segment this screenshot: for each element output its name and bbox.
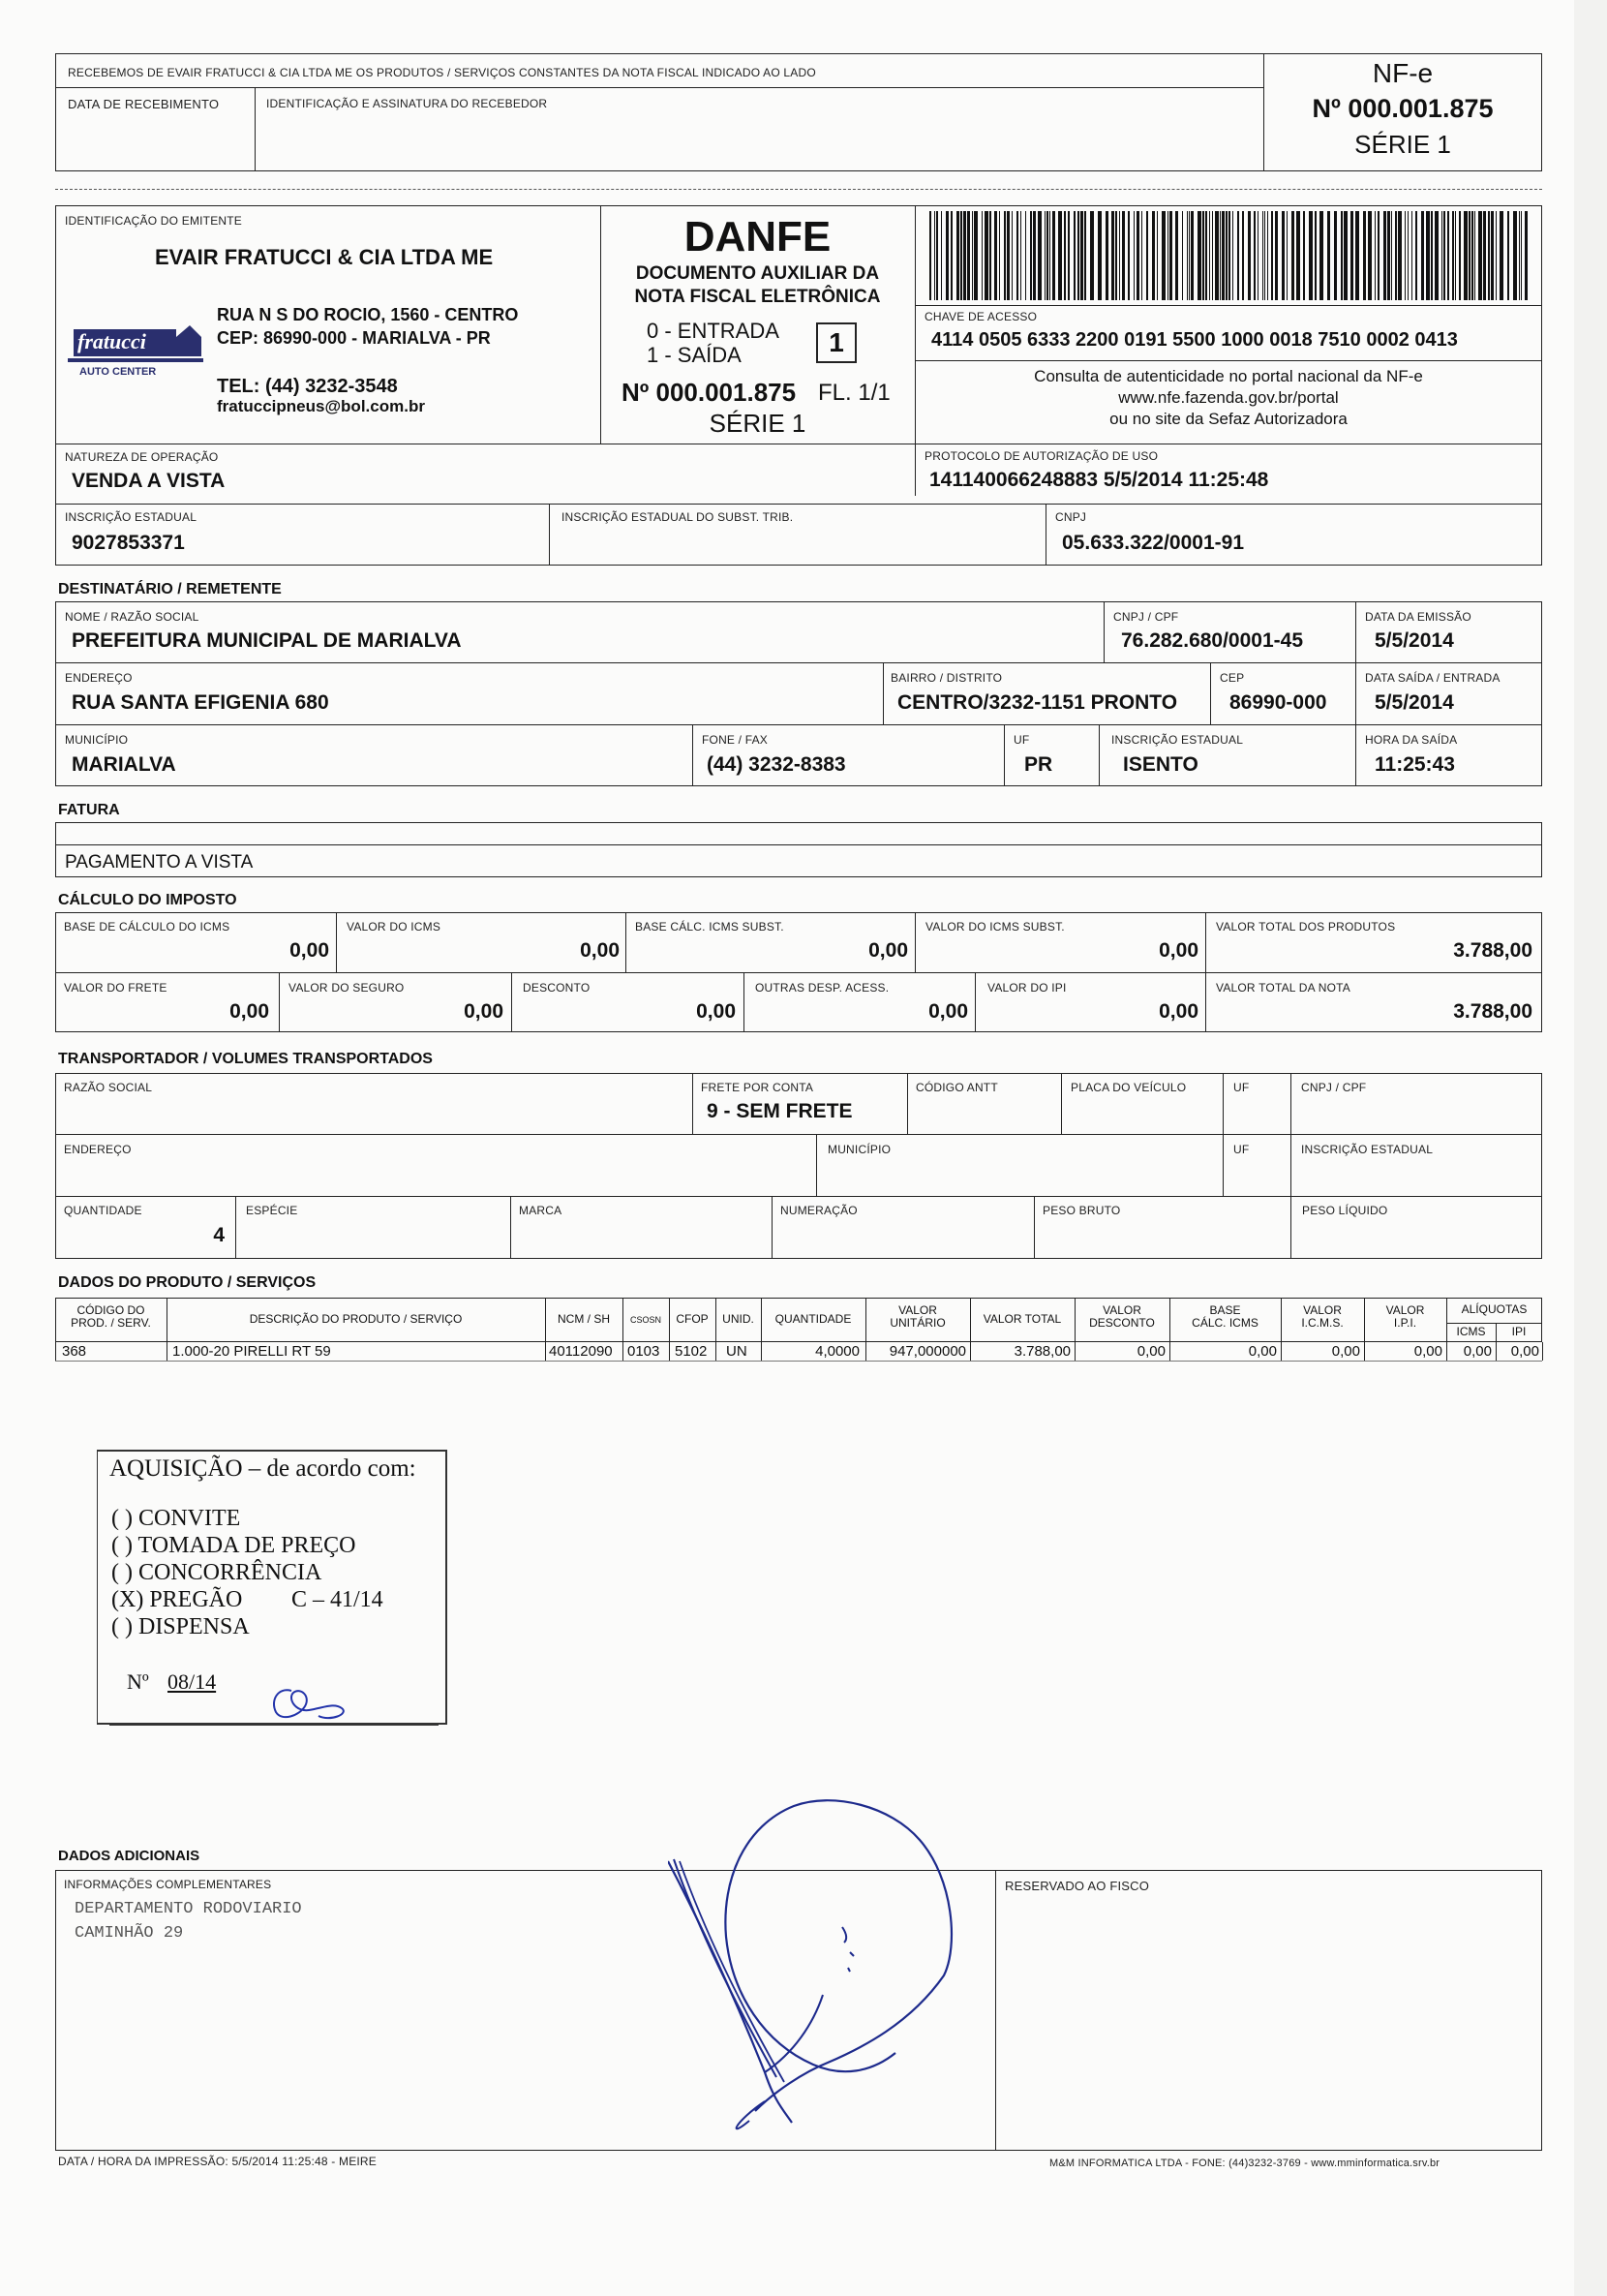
- barcode-bar: [1191, 211, 1194, 300]
- danfe-entrada: 0 - ENTRADA: [647, 319, 779, 343]
- barcode-bar: [1058, 211, 1062, 300]
- barcode-bar: [1378, 211, 1380, 300]
- dest-emissao-label: DATA DA EMISSÃO: [1365, 610, 1471, 624]
- protocolo-label: PROTOCOLO DE AUTORIZAÇÃO DE USO: [925, 449, 1159, 463]
- emitente-endereco: RUA N S DO ROCIO, 1560 - CENTRO: [217, 305, 519, 324]
- transp-numeracao-label: NUMERAÇÃO: [780, 1204, 858, 1217]
- imp-frete: 0,00: [229, 1000, 269, 1023]
- barcode-bar: [1521, 211, 1522, 300]
- stamp-item-convite: ( ) CONVITE: [111, 1506, 241, 1531]
- dest-bairro-label: BAIRRO / DISTRITO: [891, 671, 1003, 685]
- transp-cnpj-label: CNPJ / CPF: [1301, 1081, 1367, 1094]
- barcode-bar: [1012, 211, 1013, 300]
- dest-municipio: MARIALVA: [72, 753, 176, 776]
- transp-peso-liquido-label: PESO LÍQUIDO: [1302, 1204, 1388, 1217]
- barcode-bar: [1519, 211, 1520, 300]
- barcode-bar: [1483, 211, 1486, 300]
- dest-cep: 86990-000: [1229, 691, 1327, 714]
- transp-antt-label: CÓDIGO ANTT: [916, 1081, 998, 1094]
- td-vdesc: 0,00: [1137, 1343, 1166, 1360]
- dest-nome-label: NOME / RAZÃO SOCIAL: [65, 610, 199, 624]
- barcode-bar: [1282, 211, 1285, 300]
- dest-cnpj-label: CNPJ / CPF: [1113, 610, 1179, 624]
- barcode-bar: [1016, 211, 1018, 300]
- inscricao-label: INSCRIÇÃO ESTADUAL: [65, 510, 197, 524]
- barcode-bar: [1137, 211, 1139, 300]
- barcode-bar: [1368, 211, 1372, 300]
- barcode-bar: [1090, 211, 1094, 300]
- acquisition-stamp: [97, 1450, 447, 1725]
- barcode-bar: [967, 211, 970, 300]
- barcode-bar: [1046, 211, 1048, 300]
- barcode-bar: [1162, 211, 1166, 300]
- chave-label: CHAVE DE ACESSO: [925, 310, 1038, 323]
- th-codigo: CÓDIGO DO PROD. / SERV.: [71, 1303, 151, 1330]
- barcode-bar: [974, 211, 978, 300]
- barcode-bar: [1182, 211, 1183, 300]
- danfe-numero: Nº 000.001.875: [622, 378, 797, 407]
- barcode-bar: [985, 211, 988, 300]
- transp-razao-label: RAZÃO SOCIAL: [64, 1081, 153, 1094]
- barcode-bar: [1491, 211, 1494, 300]
- transp-uf-label: UF: [1233, 1081, 1250, 1094]
- barcode-bar: [941, 211, 942, 300]
- barcode-bar: [1296, 211, 1300, 300]
- info-complementares-label: INFORMAÇÕES COMPLEMENTARES: [64, 1878, 272, 1891]
- barcode-bar: [1391, 211, 1392, 300]
- barcode-bar: [1068, 211, 1070, 300]
- transp-municipio-label: MUNICÍPIO: [828, 1143, 892, 1156]
- th-aliq-ipi: IPI: [1511, 1325, 1527, 1338]
- barcode-bar: [934, 211, 935, 300]
- barcode-bar: [1169, 211, 1172, 300]
- barcode-bar: [1157, 211, 1158, 300]
- barcode-bar: [989, 211, 991, 300]
- barcode-bar: [1222, 211, 1225, 300]
- dest-emissao: 5/5/2014: [1375, 629, 1454, 652]
- danfe-subtitle-1: DOCUMENTO AUXILIAR DA: [635, 263, 880, 284]
- barcode-bar: [1500, 211, 1503, 300]
- dest-saida: 5/5/2014: [1375, 691, 1454, 714]
- produtos-section: DADOS DO PRODUTO / SERVIÇOS: [58, 1274, 317, 1291]
- transp-frete: 9 - SEM FRETE: [707, 1100, 853, 1122]
- barcode-bar: [994, 211, 997, 300]
- barcode-bar: [1431, 211, 1433, 300]
- barcode-bar: [946, 211, 949, 300]
- barcode-bar: [1187, 211, 1188, 300]
- cnpj-emit-label: CNPJ: [1055, 510, 1087, 524]
- dest-nome: PREFEITURA MUNICIPAL DE MARIALVA: [72, 629, 462, 652]
- barcode-bar: [1267, 211, 1268, 300]
- barcode-bar: [1248, 211, 1251, 300]
- td-csosn: 0103: [627, 1343, 660, 1360]
- imposto-section: CÁLCULO DO IMPOSTO: [58, 892, 237, 908]
- imp-total-produtos: 3.788,00: [1453, 939, 1532, 962]
- barcode-bar: [1030, 211, 1032, 300]
- imp-base-icms-label: BASE DE CÁLCULO DO ICMS: [64, 920, 230, 934]
- transp-especie-label: ESPÉCIE: [246, 1204, 298, 1217]
- barcode-bar: [1411, 211, 1412, 300]
- barcode-bar: [972, 211, 973, 300]
- barcode-bar: [1375, 211, 1376, 300]
- emitente-label: IDENTIFICAÇÃO DO EMITENTE: [65, 214, 243, 228]
- barcode-bar: [1232, 211, 1233, 300]
- destinatario-section: DESTINATÁRIO / REMETENTE: [58, 581, 282, 597]
- barcode-bar: [1237, 211, 1239, 300]
- barcode-bar: [1020, 211, 1021, 300]
- chave-value: 4114 0505 6333 2200 0191 5500 1000 0018 7510 0002 0413: [931, 329, 1458, 351]
- barcode-bar: [1507, 211, 1509, 300]
- data-recebimento-label: DATA DE RECEBIMENTO: [68, 97, 220, 111]
- barcode-bar: [1383, 211, 1386, 300]
- transp-ie-label: INSCRIÇÃO ESTADUAL: [1301, 1143, 1434, 1156]
- stamp-numero: 08/14: [167, 1669, 217, 1694]
- adicionais-section: DADOS ADICIONAIS: [58, 1848, 200, 1864]
- th-aliq-icms: ICMS: [1456, 1325, 1486, 1338]
- transp-marca-label: MARCA: [519, 1204, 562, 1217]
- barcode-bar: [1007, 211, 1010, 300]
- barcode-bar: [1242, 211, 1244, 300]
- barcode-bar: [1319, 211, 1323, 300]
- barcode-bar: [1025, 211, 1026, 300]
- barcode-bar: [1447, 211, 1449, 300]
- barcode-bar: [1226, 211, 1228, 300]
- barcode-bar: [1189, 211, 1190, 300]
- barcode-bar: [1415, 211, 1417, 300]
- transporte-section: TRANSPORTADOR / VOLUMES TRANSPORTADOS: [58, 1051, 433, 1067]
- th-ncm: NCM / SH: [558, 1312, 610, 1326]
- barcode-bar: [1441, 211, 1442, 300]
- fatura-section: FATURA: [58, 802, 120, 818]
- barcode-bar: [1488, 211, 1490, 300]
- barcode-bar: [1341, 211, 1343, 300]
- td-unid: UN: [726, 1343, 747, 1360]
- handwritten-signature: [668, 1782, 958, 2130]
- barcode-bar: [936, 211, 938, 300]
- imp-base-icms: 0,00: [289, 939, 329, 962]
- dest-endereco-label: ENDEREÇO: [65, 671, 133, 685]
- barcode-bar: [1309, 211, 1313, 300]
- barcode-bar: [1167, 211, 1168, 300]
- barcode-bar: [1119, 211, 1120, 300]
- imp-ipi: 0,00: [1159, 1000, 1198, 1023]
- imp-base-subst-label: BASE CÁLC. ICMS SUBST.: [635, 920, 784, 934]
- imp-base-subst: 0,00: [868, 939, 908, 962]
- barcode-bar: [1220, 211, 1221, 300]
- imp-desconto: 0,00: [696, 1000, 736, 1023]
- dest-hora-label: HORA DA SAÍDA: [1365, 733, 1458, 747]
- barcode-bar: [1080, 211, 1083, 300]
- barcode-bar: [1111, 211, 1114, 300]
- emitente-cep: CEP: 86990-000 - MARIALVA - PR: [217, 328, 491, 348]
- barcode-bar: [1033, 211, 1036, 300]
- imp-total-nota-label: VALOR TOTAL DA NOTA: [1216, 981, 1350, 995]
- stamp-numero-label: Nº: [127, 1669, 149, 1694]
- barcode-bar: [1004, 211, 1006, 300]
- barcode-bar: [1478, 211, 1482, 300]
- barcode-bar: [1291, 211, 1294, 300]
- canhoto-nfe-label: NF-e: [1372, 58, 1434, 88]
- td-base: 0,00: [1248, 1343, 1277, 1360]
- dest-endereco: RUA SANTA EFIGENIA 680: [72, 691, 329, 714]
- barcode-bar: [1152, 211, 1155, 300]
- barcode-bar: [1421, 211, 1424, 300]
- inscricao-subst-label: INSCRIÇÃO ESTADUAL DO SUBST. TRIB.: [561, 510, 794, 524]
- barcode-bar: [1496, 211, 1497, 300]
- transp-uf2-label: UF: [1233, 1143, 1250, 1156]
- barcode-bar: [1435, 211, 1439, 300]
- dest-uf-label: UF: [1014, 733, 1030, 747]
- stamp-item-concorrencia: ( ) CONCORRÊNCIA: [111, 1560, 322, 1585]
- stamp-initials-signature: [262, 1679, 359, 1728]
- barcode-bar: [1038, 211, 1042, 300]
- td-vunit: 947,000000: [889, 1343, 966, 1360]
- fatura-box: [55, 822, 1542, 877]
- danfe-serie: SÉRIE 1: [709, 409, 806, 438]
- barcode-bar: [1426, 211, 1430, 300]
- barcode-bar: [1355, 211, 1359, 300]
- transp-quantidade: 4: [213, 1224, 225, 1246]
- barcode-bar: [1443, 211, 1445, 300]
- canhoto-serie: SÉRIE 1: [1354, 130, 1451, 159]
- barcode-bar: [1202, 211, 1204, 300]
- imp-ipi-label: VALOR DO IPI: [987, 981, 1067, 995]
- barcode-bar: [1106, 211, 1108, 300]
- barcode-bar: [1464, 211, 1468, 300]
- imp-seguro-label: VALOR DO SEGURO: [288, 981, 405, 995]
- barcode-bar: [1077, 211, 1079, 300]
- dest-uf: PR: [1024, 753, 1053, 776]
- emitente-email: fratuccipneus@bol.com.br: [217, 397, 425, 415]
- emitente-nome: EVAIR FRATUCCI & CIA LTDA ME: [155, 245, 494, 269]
- stamp-item-dispensa: ( ) DISPENSA: [111, 1614, 250, 1639]
- barcode-bar: [1212, 211, 1213, 300]
- td-vipi: 0,00: [1413, 1343, 1442, 1360]
- barcode-bar: [1262, 211, 1263, 300]
- barcode-bar: [1387, 211, 1390, 300]
- danfe-tipo-box: 1: [816, 322, 857, 363]
- barcode-bar: [1315, 211, 1317, 300]
- imp-valor-icms: 0,00: [580, 939, 620, 962]
- barcode-bar: [999, 211, 1000, 300]
- imp-valor-subst-label: VALOR DO ICMS SUBST.: [925, 920, 1065, 934]
- recebemos-text: RECEBEMOS DE EVAIR FRATUCCI & CIA LTDA ME OS PRODUTOS / SERVIÇOS CONSTANTES DA NOTA FISCAL INDICADO AO LADO: [68, 66, 816, 79]
- barcode-bar: [1098, 211, 1102, 300]
- info-linha-1: DEPARTAMENTO RODOVIARIO: [75, 1900, 302, 1918]
- imp-total-produtos-label: VALOR TOTAL DOS PRODUTOS: [1216, 920, 1396, 934]
- dest-cep-label: CEP: [1220, 671, 1245, 685]
- barcode-bar: [1344, 211, 1348, 300]
- logo-text: fratucci: [77, 329, 146, 353]
- th-vunit: VALOR UNITÁRIO: [890, 1303, 946, 1330]
- barcode-bar: [1334, 211, 1337, 300]
- cut-line: [55, 189, 1542, 190]
- barcode-bar: [1303, 211, 1305, 300]
- natureza-value: VENDA A VISTA: [72, 470, 226, 492]
- barcode-bar: [1395, 211, 1397, 300]
- th-descricao: DESCRIÇÃO DO PRODUTO / SERVIÇO: [249, 1312, 463, 1326]
- barcode-bar: [1141, 211, 1142, 300]
- barcode-bar: [1350, 211, 1353, 300]
- dest-saida-label: DATA SAÍDA / ENTRADA: [1365, 671, 1501, 685]
- imp-valor-icms-label: VALOR DO ICMS: [347, 920, 441, 934]
- barcode-bar: [1455, 211, 1456, 300]
- barcode-bar: [1398, 211, 1402, 300]
- transp-quantidade-label: QUANTIDADE: [64, 1204, 142, 1217]
- barcode-bar: [1115, 211, 1117, 300]
- barcode-bar: [1513, 211, 1517, 300]
- barcode-bar: [1052, 211, 1055, 300]
- identificacao-recebedor-label: IDENTIFICAÇÃO E ASSINATURA DO RECEBEDOR: [266, 97, 548, 110]
- td-vtotal: 3.788,00: [1014, 1343, 1071, 1360]
- th-vtotal: VALOR TOTAL: [983, 1312, 1062, 1326]
- th-quantidade: QUANTIDADE: [774, 1312, 852, 1326]
- barcode-bar: [1205, 211, 1207, 300]
- barcode-bar: [1049, 211, 1050, 300]
- barcode-bar: [1405, 211, 1406, 300]
- td-vicms: 0,00: [1331, 1343, 1360, 1360]
- th-aliquotas: ALÍQUOTAS: [1461, 1302, 1528, 1316]
- barcode-bar: [1084, 211, 1086, 300]
- barcode-bar: [1128, 211, 1130, 300]
- barcode-bar: [1327, 211, 1330, 300]
- emitente-logo: [68, 318, 203, 385]
- barcode-bar: [1175, 211, 1178, 300]
- barcode-bar: [1198, 211, 1201, 300]
- barcode-bar: [1045, 211, 1046, 300]
- inscricao-value: 9027853371: [72, 532, 185, 554]
- barcode-bar: [951, 211, 953, 300]
- barcode-bar: [1271, 211, 1273, 300]
- imp-outras-label: OUTRAS DESP. ACESS.: [755, 981, 890, 995]
- dest-fone: (44) 3232-8383: [707, 753, 846, 776]
- barcode-bar: [929, 211, 931, 300]
- th-vdesc: VALOR DESCONTO: [1089, 1303, 1155, 1330]
- th-vicms: VALOR I.C.M.S.: [1301, 1303, 1344, 1330]
- barcode-bar: [1452, 211, 1454, 300]
- dest-bairro: CENTRO/3232-1151 PRONTO: [897, 691, 1178, 714]
- td-aliq-icms: 0,00: [1463, 1343, 1492, 1360]
- danfe-saida: 1 - SAÍDA: [647, 343, 742, 367]
- barcode-bar: [1469, 211, 1471, 300]
- dest-fone-label: FONE / FAX: [702, 733, 769, 747]
- td-cfop: 5102: [675, 1343, 708, 1360]
- footer-software: M&M INFORMATICA LTDA - FONE: (44)3232-3769 - www.mminformatica.srv.br: [1049, 2158, 1440, 2169]
- fatura-value: PAGAMENTO A VISTA: [65, 852, 254, 872]
- barcode-bar: [960, 211, 962, 300]
- dest-ie: ISENTO: [1123, 753, 1198, 776]
- imp-total-nota: 3.788,00: [1453, 1000, 1532, 1023]
- th-csosn: CSOSN: [629, 1315, 661, 1325]
- barcode-bar: [1459, 211, 1461, 300]
- barcode-bar: [1363, 211, 1366, 300]
- barcode-bar: [1134, 211, 1135, 300]
- barcode-bar: [956, 211, 959, 300]
- barcode-bar: [1254, 211, 1256, 300]
- th-unid: UNID.: [722, 1312, 754, 1326]
- barcode-bar: [1408, 211, 1409, 300]
- barcode-bar: [1228, 211, 1230, 300]
- barcode-bar: [1074, 211, 1076, 300]
- stamp-title: AQUISIÇÃO – de acordo com:: [109, 1455, 416, 1482]
- dest-cnpj: 76.282.680/0001-45: [1121, 629, 1304, 652]
- stamp-pregao-ref: C – 41/14: [291, 1587, 383, 1612]
- th-base: BASE CÁLC. ICMS: [1192, 1303, 1258, 1330]
- barcode-bar: [1474, 211, 1475, 300]
- footer-impressao: DATA / HORA DA IMPRESSÃO: 5/5/2014 11:25:48 - MEIRE: [58, 2155, 377, 2168]
- reservado-fisco-label: RESERVADO AO FISCO: [1005, 1879, 1150, 1893]
- imp-seguro: 0,00: [464, 1000, 503, 1023]
- transp-endereco-label: ENDEREÇO: [64, 1143, 132, 1156]
- barcode-bar: [1122, 211, 1125, 300]
- barcode-bar: [1215, 211, 1219, 300]
- danfe-subtitle-2: NOTA FISCAL ELETRÔNICA: [634, 287, 881, 307]
- barcode-bar: [1471, 211, 1473, 300]
- imp-outras: 0,00: [928, 1000, 968, 1023]
- logo-sub: AUTO CENTER: [79, 366, 157, 378]
- danfe-title: DANFE: [683, 213, 832, 260]
- barcode-bar: [1146, 211, 1148, 300]
- barcode-bar: [1525, 211, 1528, 300]
- transp-frete-label: FRETE POR CONTA: [701, 1081, 814, 1094]
- barcode-bar: [1275, 211, 1278, 300]
- th-vipi: VALOR I.P.I.: [1385, 1303, 1425, 1330]
- barcode-bar: [1287, 211, 1288, 300]
- barcode-bar: [1209, 211, 1210, 300]
- dest-hora: 11:25:43: [1375, 753, 1455, 776]
- imp-desconto-label: DESCONTO: [523, 981, 591, 995]
- barcode-bar: [1264, 211, 1265, 300]
- danfe-folha: FL. 1/1: [818, 380, 891, 406]
- protocolo-value: 141140066248883 5/5/2014 11:25:48: [929, 469, 1269, 491]
- td-aliq-ipi: 0,00: [1510, 1343, 1539, 1360]
- transp-peso-bruto-label: PESO BRUTO: [1043, 1204, 1121, 1217]
- barcode-bar: [1064, 211, 1066, 300]
- td-descricao: 1.000-20 PIRELLI RT 59: [172, 1343, 331, 1360]
- chave-consulta-1: Consulta de autenticidade no portal nacional da NF-e: [1034, 367, 1423, 385]
- dest-municipio-label: MUNICÍPIO: [65, 733, 129, 747]
- natureza-label: NATUREZA DE OPERAÇÃO: [65, 450, 219, 464]
- th-cfop: CFOP: [676, 1312, 709, 1326]
- stamp-item-tomada: ( ) TOMADA DE PREÇO: [111, 1533, 356, 1558]
- td-codigo: 368: [62, 1343, 87, 1360]
- transp-placa-label: PLACA DO VEÍCULO: [1071, 1081, 1187, 1094]
- cnpj-emit-value: 05.633.322/0001-91: [1062, 532, 1245, 554]
- emitente-tel: TEL: (44) 3232-3548: [217, 376, 398, 397]
- chave-consulta-2: www.nfe.fazenda.gov.br/portal: [1118, 388, 1339, 407]
- barcode-bar: [982, 211, 983, 300]
- canhoto-numero: Nº 000.001.875: [1312, 94, 1494, 123]
- td-quantidade: 4,0000: [815, 1343, 860, 1360]
- barcode-bar: [963, 211, 966, 300]
- chave-consulta-3: ou no site da Sefaz Autorizadora: [1109, 410, 1348, 428]
- imp-frete-label: VALOR DO FRETE: [64, 981, 167, 995]
- stamp-item-pregao: (X) PREGÃO: [111, 1587, 243, 1612]
- barcode: [929, 211, 1530, 300]
- info-linha-2: CAMINHÃO 29: [75, 1924, 184, 1943]
- td-ncm: 40112090: [549, 1343, 613, 1360]
- dest-ie-label: INSCRIÇÃO ESTADUAL: [1111, 733, 1244, 747]
- imp-valor-subst: 0,00: [1159, 939, 1198, 962]
